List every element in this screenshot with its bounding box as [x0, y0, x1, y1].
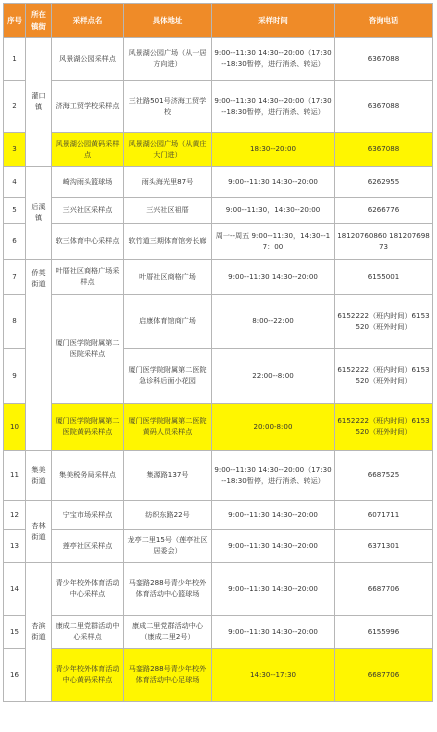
site-cell: 莲亭社区采样点 — [52, 530, 124, 563]
time-cell: 9:00--11:30 14:30--20:00 — [212, 260, 335, 295]
town-cell: 集美街道 — [26, 451, 52, 501]
site-cell: 集美税务局采样点 — [52, 451, 124, 501]
time-cell: 9:00--11:30 14:30--20:00（17:30--18:30暂停，进行消杀、转运） — [212, 81, 335, 133]
site-cell: 厦门医学院附属第二医院黄码采样点 — [52, 404, 124, 451]
time-cell: 9:00--11:30 14:30--20:00 — [212, 530, 335, 563]
time-cell: 9:00--11:30 14:30--20:00 — [212, 563, 335, 616]
header-town: 所在镇街 — [26, 4, 52, 38]
phone-cell: 6371301 — [335, 530, 433, 563]
table-row-highlight — [4, 649, 433, 702]
table-row — [4, 530, 433, 563]
row-no: 4 — [4, 167, 26, 198]
sampling-sites-table-container — [3, 3, 433, 702]
header-phone: 咨询电话 — [335, 4, 433, 38]
table-row — [4, 167, 433, 198]
table-row — [4, 451, 433, 501]
table-row — [4, 295, 433, 349]
address-cell: 集源路137号 — [124, 451, 212, 501]
address-cell: 康成二里党群活动中心（康成二里2号） — [124, 616, 212, 649]
site-cell: 叶厝社区商格广场采样点 — [52, 260, 124, 295]
row-no: 13 — [4, 530, 26, 563]
time-cell: 9:00--11:30 14:30--20:00 — [212, 616, 335, 649]
site-cell: 青少年校外体育活动中心采样点 — [52, 563, 124, 616]
address-cell: 叶厝社区商格广场 — [124, 260, 212, 295]
address-cell: 风景湖公园广场（从黄庄大门进） — [124, 133, 212, 167]
site-cell: 崎沟雨头篮球场 — [52, 167, 124, 198]
site-cell: 厦门医学院附属第二医院采样点 — [52, 295, 124, 404]
header-time: 采样时间 — [212, 4, 335, 38]
phone-cell: 6367088 — [335, 81, 433, 133]
row-no: 1 — [4, 38, 26, 81]
address-cell: 三兴社区祖厝 — [124, 198, 212, 224]
phone-cell: 6687525 — [335, 451, 433, 501]
row-no: 12 — [4, 501, 26, 530]
row-no: 5 — [4, 198, 26, 224]
phone-cell: 6266776 — [335, 198, 433, 224]
row-no: 10 — [4, 404, 26, 451]
address-cell: 纺织东路22号 — [124, 501, 212, 530]
address-cell: 启康体育馆商广场 — [124, 295, 212, 349]
time-cell: 9:00--11:30 14:30--20:00（17:30--18:30暂停，进行消杀、转运） — [212, 38, 335, 81]
phone-cell: 6367088 — [335, 38, 433, 81]
site-cell: 宁宝市场采样点 — [52, 501, 124, 530]
table-row — [4, 616, 433, 649]
table-row-highlight — [4, 133, 433, 167]
town-cell: 灌口镇 — [26, 38, 52, 167]
phone-cell: 6152222（班内时间）6153520（班外时间） — [335, 349, 433, 404]
town-cell: 后溪镇 — [26, 167, 52, 260]
site-cell: 济海工贸学校采样点 — [52, 81, 124, 133]
table-row — [4, 563, 433, 616]
row-no: 6 — [4, 224, 26, 260]
time-cell: 18:30--20:00 — [212, 133, 335, 167]
row-no: 3 — [4, 133, 26, 167]
row-no: 2 — [4, 81, 26, 133]
town-cell: 侨英街道 — [26, 260, 52, 451]
address-cell: 厦门医学院附属第二医院黄码人员采样点 — [124, 404, 212, 451]
table-row — [4, 81, 433, 133]
time-cell: 14:30--17:30 — [212, 649, 335, 702]
table-row — [4, 501, 433, 530]
address-cell: 马銮路288号青少年校外体育活动中心足球场 — [124, 649, 212, 702]
phone-cell: 6155996 — [335, 616, 433, 649]
table-row — [4, 38, 433, 81]
address-cell: 雨头海光里87号 — [124, 167, 212, 198]
header-no: 序号 — [4, 4, 26, 38]
address-cell: 马銮路288号青少年校外体育活动中心篮球场 — [124, 563, 212, 616]
phone-cell: 6262955 — [335, 167, 433, 198]
address-cell: 风景湖公园广场（从一居方向进） — [124, 38, 212, 81]
table-row-highlight — [4, 404, 433, 451]
phone-cell: 6687706 — [335, 649, 433, 702]
phone-cell: 6152222（班内时间）6153520（班外时间） — [335, 295, 433, 349]
town-cell: 杏滨街道 — [26, 563, 52, 702]
site-cell: 风景湖公园采样点 — [52, 38, 124, 81]
time-cell: 20:00-8:00 — [212, 404, 335, 451]
address-cell: 三社路501号济海工贸学校 — [124, 81, 212, 133]
time-cell: 22:00--8:00 — [212, 349, 335, 404]
time-cell: 8:00--22:00 — [212, 295, 335, 349]
time-cell: 9:00--11:30 14:30--20:00 — [212, 167, 335, 198]
site-cell: 风景湖公园黄码采样点 — [52, 133, 124, 167]
table-header-row — [4, 4, 433, 38]
phone-cell: 6367088 — [335, 133, 433, 167]
site-cell: 软三体育中心采样点 — [52, 224, 124, 260]
site-cell: 青少年校外体育活动中心黄码采样点 — [52, 649, 124, 702]
row-no: 14 — [4, 563, 26, 616]
row-no: 16 — [4, 649, 26, 702]
phone-cell: 6155001 — [335, 260, 433, 295]
address-cell: 软竹道三期体育馆旁长廊 — [124, 224, 212, 260]
phone-cell: 6687706 — [335, 563, 433, 616]
site-cell: 康成二里党群活动中心采样点 — [52, 616, 124, 649]
header-address: 具体地址 — [124, 4, 212, 38]
sampling-sites-table — [3, 3, 433, 702]
phone-cell: 18120760860 18120769873 — [335, 224, 433, 260]
row-no: 15 — [4, 616, 26, 649]
town-cell: 杏林街道 — [26, 501, 52, 563]
table-row — [4, 260, 433, 295]
row-no: 7 — [4, 260, 26, 295]
row-no: 9 — [4, 349, 26, 404]
address-cell: 厦门医学院附属第二医院急诊科后面小花园 — [124, 349, 212, 404]
time-cell: 9:00--11:30 14:30--20:00（17:30--18:30暂停，进行消杀、转运） — [212, 451, 335, 501]
header-site: 采样点名 — [52, 4, 124, 38]
time-cell: 9:00--11:30 14:30--20:00 — [212, 501, 335, 530]
phone-cell: 6071711 — [335, 501, 433, 530]
table-row — [4, 224, 433, 260]
address-cell: 龙亭二里15号（莲亭社区居委会） — [124, 530, 212, 563]
row-no: 8 — [4, 295, 26, 349]
row-no: 11 — [4, 451, 26, 501]
phone-cell: 6152222（班内时间）6153520（班外时间） — [335, 404, 433, 451]
site-cell: 三兴社区采样点 — [52, 198, 124, 224]
time-cell: 周一--周五 9:00--11:30，14:30--17：00 — [212, 224, 335, 260]
table-row — [4, 198, 433, 224]
time-cell: 9:00--11:30，14:30--20:00 — [212, 198, 335, 224]
